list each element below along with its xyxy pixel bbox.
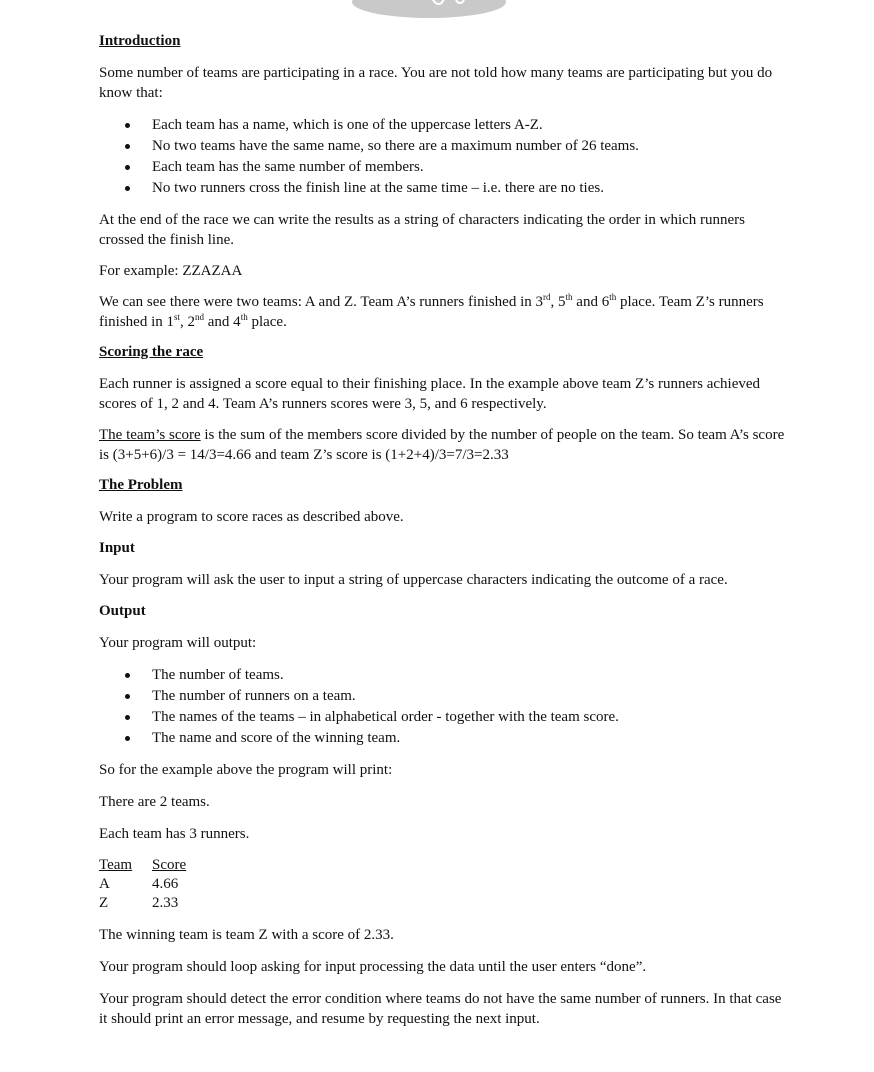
table-header-row xyxy=(99,856,186,875)
column-header-team: Team xyxy=(99,857,133,873)
intro-bullet-list xyxy=(99,115,789,199)
output-bullet-list xyxy=(99,665,789,749)
example-output-intro: So for the example above the program will print: xyxy=(99,762,393,778)
team-cell: Z xyxy=(99,895,109,911)
list-item: No two runners cross the finish line at the same time – i.e. there are no ties. xyxy=(99,178,789,199)
team-score-term: The team’s score xyxy=(99,427,201,443)
list-item: Each team has the same number of members. xyxy=(99,157,789,178)
output-intro: Your program will output: xyxy=(99,635,257,651)
list-item: Each team has a name, which is one of the uppercase letters A-Z. xyxy=(99,115,789,136)
results-table xyxy=(99,856,186,913)
list-item: The number of runners on a team. xyxy=(99,686,789,707)
header-decoration xyxy=(352,0,506,18)
winning-team-line: The winning team is team Z with a score of 2.33. xyxy=(99,927,394,943)
table-row xyxy=(99,894,186,913)
column-header-score: Score xyxy=(152,857,187,873)
team-score-paragraph: The team’s score is the sum of the members score divided by the number of people on the team. So team A’s score is (3+5+6)/3 = 14/3=4.66 and team Z’s score is (1+2+4)/3=7/3=2.33 xyxy=(99,427,785,463)
document-page xyxy=(99,32,789,1029)
scoring-paragraph: Each runner is assigned a score equal to their finishing place. In the example above team Z’s runners achieved scores of 1, 2 and 4. Team A’s runners scores were 3, 5, and 6 respectively. xyxy=(99,376,761,412)
problem-paragraph: Write a program to score races as described above. xyxy=(99,509,404,525)
introduction-heading: Introduction xyxy=(99,33,181,49)
table-row xyxy=(99,875,186,894)
score-cell: 2.33 xyxy=(152,895,179,911)
list-item: The names of the teams – in alphabetical order - together with the team score. xyxy=(99,707,789,728)
intro-paragraph: Some number of teams are participating in a race. You are not told how many teams are participating but you do know that: xyxy=(99,65,773,101)
input-heading: Input xyxy=(99,540,135,556)
score-cell: 4.66 xyxy=(152,876,179,892)
example-output-runners: Each team has 3 runners. xyxy=(99,826,250,842)
decoration-squiggle-icon xyxy=(430,0,470,6)
loop-paragraph: Your program should loop asking for input processing the data until the user enters “done”. xyxy=(99,959,647,975)
placings-paragraph: We can see there were two teams: A and Z. Team A’s runners finished in 3rd, 5th and 6th place. Team Z’s runners finished in 1st, 2nd and 4th place. xyxy=(99,292,764,330)
input-paragraph: Your program will ask the user to input a string of uppercase characters indicating the outcome of a race. xyxy=(99,572,728,588)
scoring-heading: Scoring the race xyxy=(99,344,204,360)
team-cell: A xyxy=(99,876,110,892)
list-item: The number of teams. xyxy=(99,665,789,686)
results-string-paragraph: At the end of the race we can write the results as a string of characters indicating the order in which runners crossed the finish line. xyxy=(99,212,746,248)
error-paragraph: Your program should detect the error condition where teams do not have the same number of runners. In that case it should print an error message, and resume by requesting the next input. xyxy=(99,991,782,1027)
example-output-teams: There are 2 teams. xyxy=(99,794,210,810)
list-item: The name and score of the winning team. xyxy=(99,728,789,749)
list-item: No two teams have the same name, so there are a maximum number of 26 teams. xyxy=(99,136,789,157)
example-line: For example: ZZAZAA xyxy=(99,263,243,279)
problem-heading: The Problem xyxy=(99,477,183,493)
output-heading: Output xyxy=(99,603,146,619)
